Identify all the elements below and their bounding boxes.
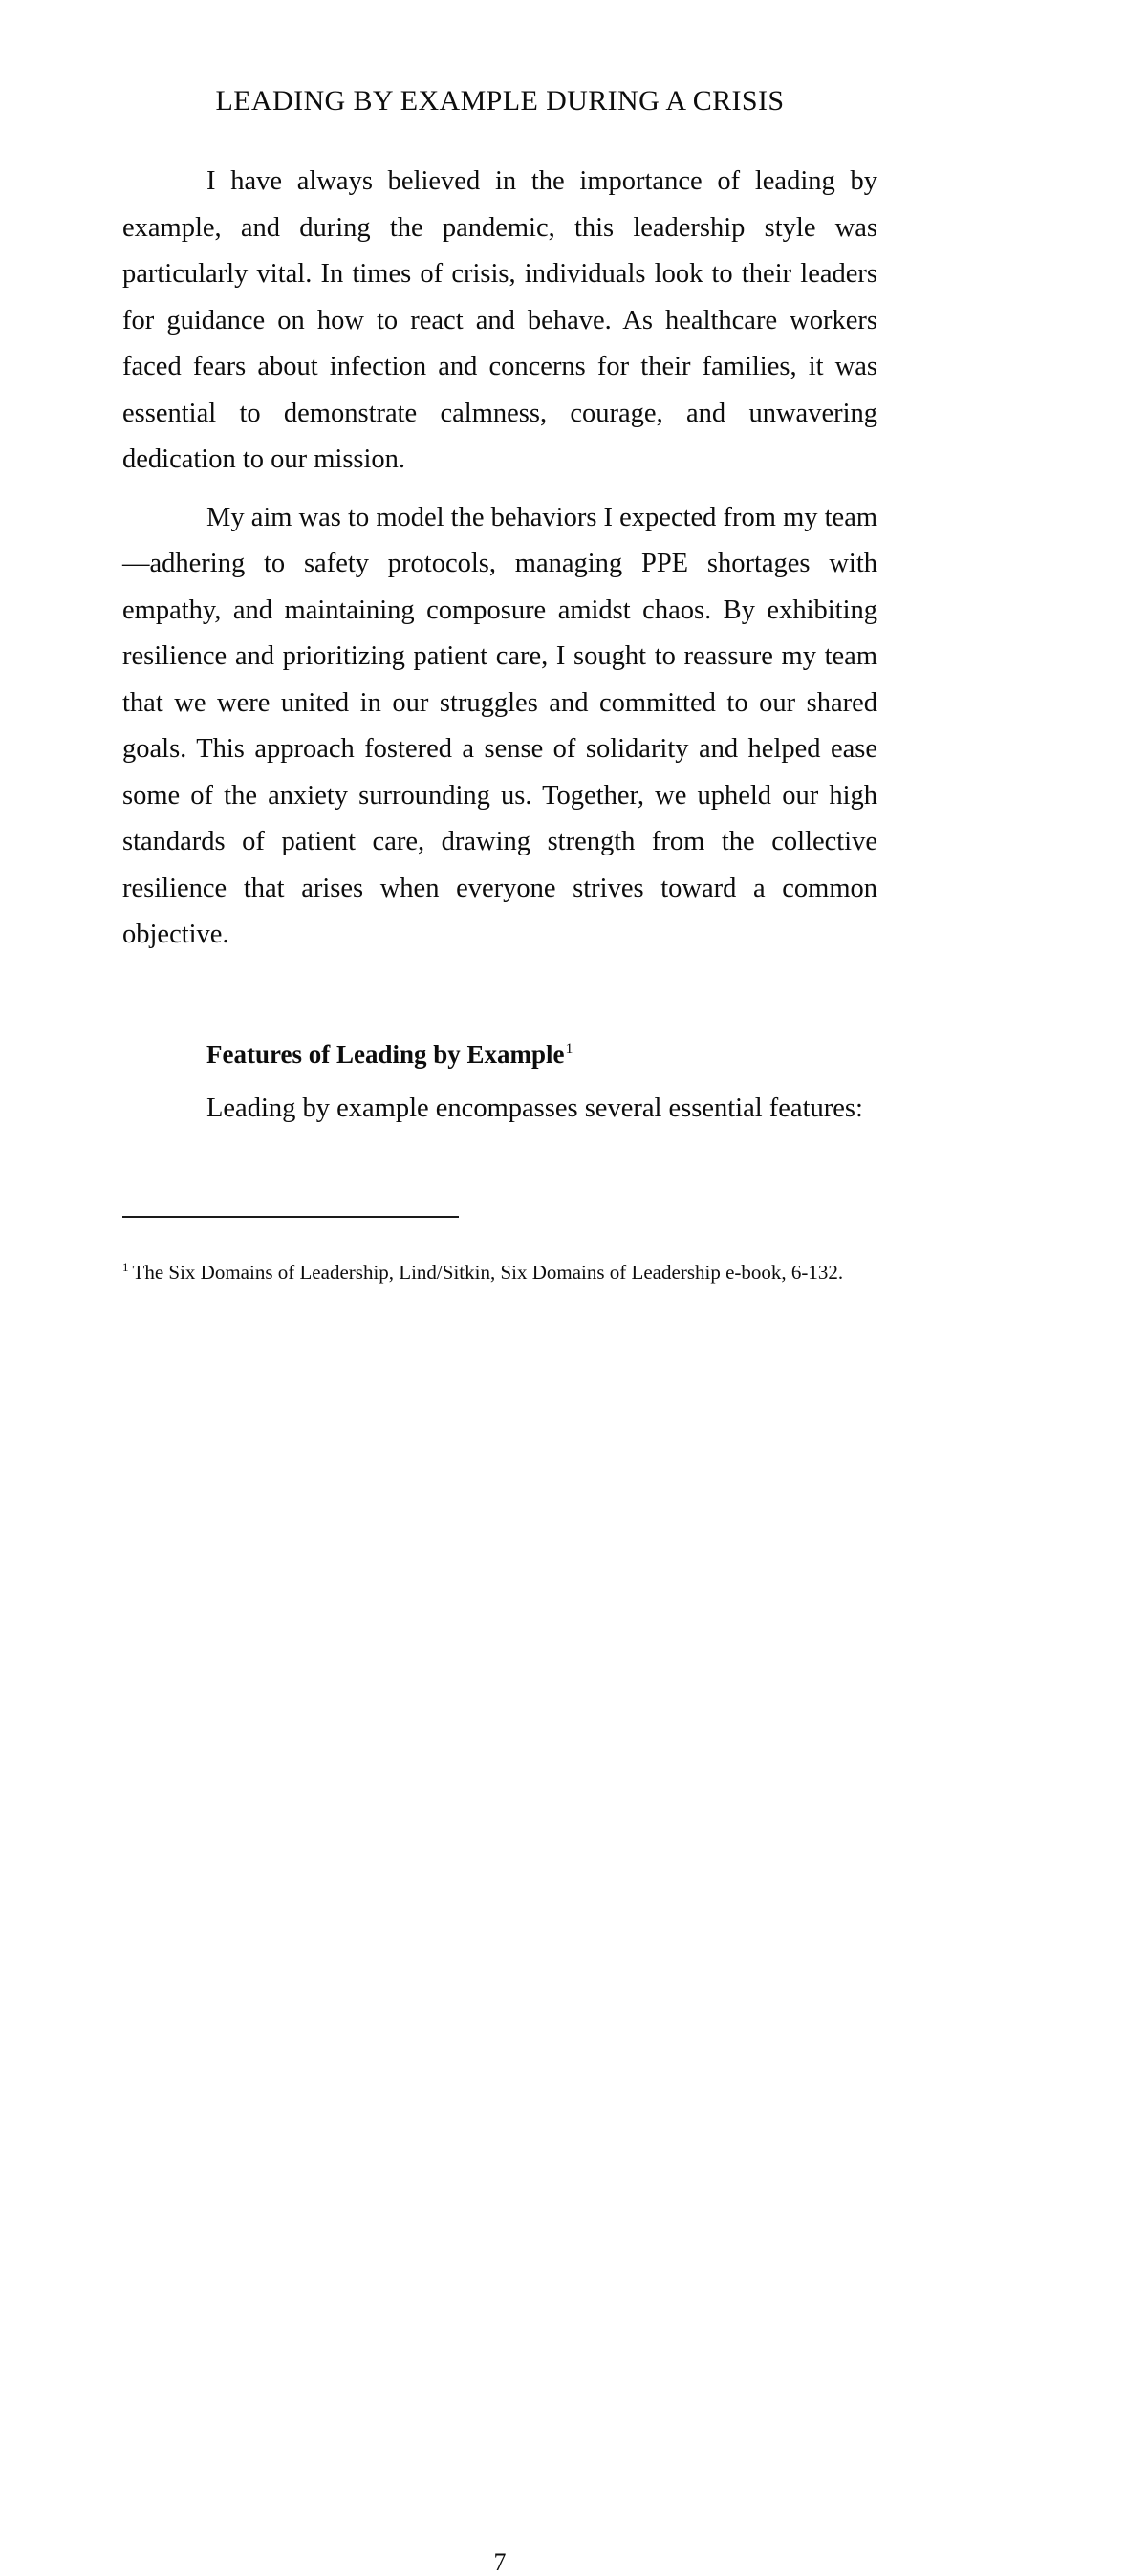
section-intro-line: Leading by example encompasses several essential features: — [206, 1093, 863, 1124]
footnote-number: 1 — [122, 1260, 129, 1274]
section-heading — [122, 959, 877, 1072]
section-heading-label: Features of Leading by Example — [206, 1039, 565, 1069]
footnote-area — [122, 1216, 877, 2576]
body-paragraph-2: My aim was to model the behaviors I expected from my team—adhering to safety protocols, managing PPE shortages with empathy, and maintaining composure amidst chaos. By exhibiting resilience and prioritizing patient care, I sought to reassure my team that we were united in our struggles and committed to our shared goals. This approach fostered a sense of solidarity and helped ease some of the anxiety surrounding us. Together, we upheld our high standards of patient care, drawing strength from the collective resilience that arises when everyone strives toward a common objective. — [122, 502, 878, 949]
footnote-entry — [122, 1218, 877, 1288]
body-paragraph-1: I have always believed in the importance of leading by example, and during the pandemic, this leadership style was particularly vital. In times of crisis, individuals look to their leaders for guidance on how to react and behave. As healthcare workers faced fears about infection and concerns for their families, it was essential to demonstrate calmness, courage, and unwavering dedication to our mission. — [122, 166, 877, 474]
chapter-title: LEADING BY EXAMPLE DURING A CRISIS — [215, 85, 785, 117]
page-content — [122, 0, 877, 1133]
footnote-reference-marker[interactable]: 1 — [565, 1040, 574, 1057]
footnote-body-text: The Six Domains of Leadership, Lind/Sitkin, Six Domains of Leadership e-book, 6-132. — [132, 1261, 844, 1284]
page-number: 7 — [493, 2548, 507, 2576]
